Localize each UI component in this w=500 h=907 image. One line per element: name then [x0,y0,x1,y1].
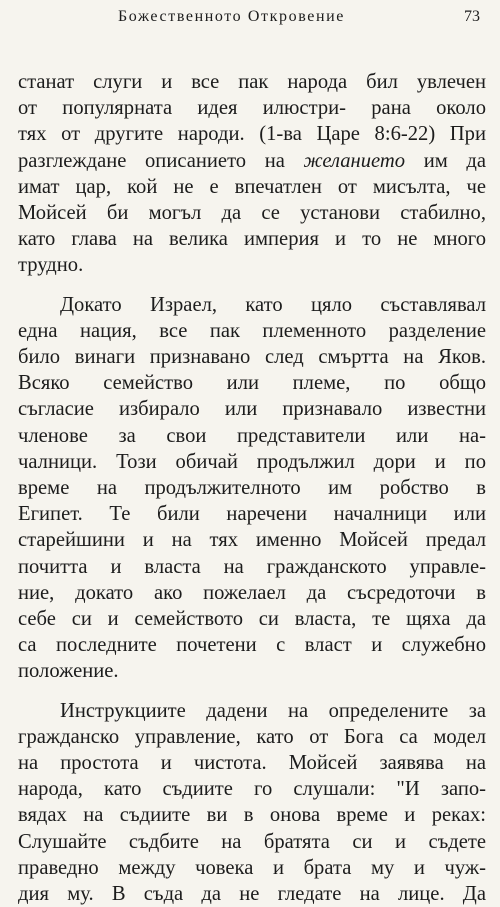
text-line: една нация, все пак племенното разделение [18,319,486,342]
text-line: Мойсей би могъл да се установи стабилно, [18,202,486,225]
running-head [18,0,486,36]
text-line: имат цар, кой не е впечатлен от мисълта, че [18,175,486,198]
text-line: Египет. Те били наречени началници или [18,503,486,526]
text-line: било винаги признавано след смъртта на Яков. [18,346,486,369]
text-line: ние, докато ако пожелаел да съсредоточи в [18,581,486,604]
text-line: на простота и чистота. Мойсей заявява на [18,752,486,775]
text-line: праведно между човека и брата му и чуж- [18,856,486,879]
text-line: народа, като съдиите го слушали: "И запо- [18,778,486,801]
text-line: от популярната идея илюстри- рана около [18,97,486,120]
text-line: трудно. [18,254,84,277]
paragraph-2 [18,292,486,685]
body-text [18,69,486,907]
text-line: членове за свои представители или на- [18,424,486,447]
text-run: им да [405,149,486,172]
paragraph-spacer [18,279,486,292]
text-line: вядах на съдиите ви в онова време и реках: [18,804,486,827]
page-number: 73 [464,8,480,25]
text-line: са последните почетени с власт и служебно [18,634,486,657]
text-run: разглеждане описанието на [18,149,304,172]
text-line: Всяко семейство или племе, по общо [18,372,486,395]
paragraph-spacer [18,685,486,698]
text-line: дия му. В съда да не гледате на лице. Да [18,883,486,906]
paragraph-1 [18,69,486,279]
text-line: станат слуги и все пак народа бил увлечен [18,71,486,93]
text-line: време на продължителното им робство в [18,477,486,500]
text-line: старейшини и на тях именно Мойсей предал [18,529,486,552]
text-line: Слушайте съдбите на братята си и съдете [18,830,486,853]
text-line: Инструкциите дадени на определените за [60,699,486,722]
text-line: положение. [18,660,119,683]
text-line: Докато Израел, като цяло съставлявал [60,293,486,316]
text-line: тях от другите народи. (1-ва Царе 8:6-22) При [18,123,486,146]
text-line: почитта и власта на гражданското управле- [18,555,486,578]
text-line: себе си и семейството си власта, те щяха да [18,608,486,631]
text-line [18,148,486,174]
paragraph-3 [18,698,486,907]
emphasized-word: желанието [303,149,406,172]
running-title: Божественното Откровение [118,8,345,25]
text-line: като глава на велика империя и то не много [18,228,486,251]
text-line: гражданско управление, като от Бога са модел [18,725,486,748]
text-line: съгласие избирало или признавало известни [18,398,486,421]
text-line: чалници. Този обичай продължил дори и по [18,450,486,473]
